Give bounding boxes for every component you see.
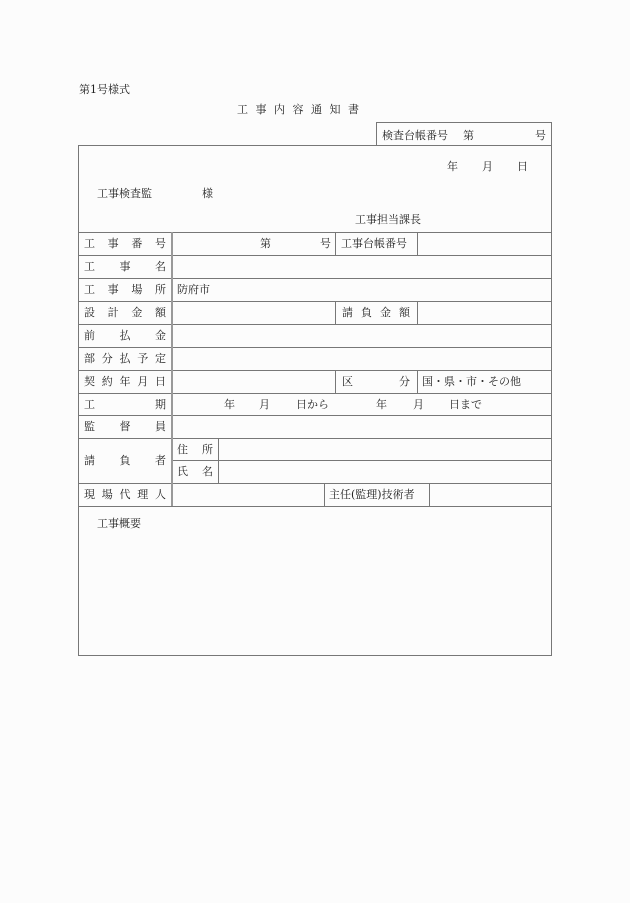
work-period-label: 工 期 (84, 398, 166, 411)
divider (335, 232, 336, 255)
contractor-address-label: 住 所 (177, 443, 213, 456)
summary-field[interactable] (97, 533, 537, 648)
summary-label: 工事概要 (97, 517, 141, 530)
supervisor-field[interactable] (177, 415, 549, 438)
date-day: 日 (517, 160, 528, 173)
divider (335, 370, 336, 393)
divider (429, 483, 430, 506)
divider (78, 506, 552, 507)
divider (417, 370, 418, 393)
addressee: 工事検査監 (97, 187, 152, 200)
period-to-year[interactable]: 年 (376, 398, 387, 411)
partial-payment-field[interactable] (177, 347, 549, 370)
work-name-label: 工 事 名 (84, 260, 166, 273)
work-location-label: 工 事 場 所 (84, 283, 166, 296)
supervisor-label: 監 督 員 (84, 420, 166, 433)
partial-payment-label: 部 分 払 予 定 (84, 352, 166, 365)
ledger-prefix: 第 (463, 129, 474, 142)
advance-payment-field[interactable] (177, 324, 549, 347)
work-number-label: 工 事 番 号 (84, 237, 166, 250)
category-options[interactable]: 国・県・市・その他 (422, 375, 521, 388)
sender: 工事担当課長 (355, 213, 421, 226)
work-number-suffix: 号 (320, 237, 331, 250)
site-agent-field[interactable] (177, 483, 321, 506)
page-title: 工 事 内 容 通 知 書 (237, 103, 359, 116)
contract-date-label: 契 約 年 月 日 (84, 375, 166, 388)
design-amount-field[interactable] (177, 301, 332, 324)
contractor-label: 請 負 者 (84, 454, 166, 467)
work-location-field[interactable]: 防府市 (177, 283, 210, 296)
divider (324, 483, 325, 506)
chief-engineer-label: 主任(監理)技術者 (329, 488, 415, 501)
form-number: 第1号様式 (79, 83, 130, 96)
design-amount-label: 設 計 金 額 (84, 306, 166, 319)
site-agent-label: 現 場 代 理 人 (84, 488, 166, 501)
ledger-label: 検査台帳番号 (382, 129, 448, 142)
period-to-month[interactable]: 月 (413, 398, 424, 411)
work-ledger-number-field[interactable] (419, 232, 550, 255)
contract-date-field[interactable] (177, 370, 332, 393)
divider (218, 438, 219, 483)
period-from-day[interactable]: 日から (296, 398, 329, 411)
contract-amount-label: 請 負 金 額 (342, 306, 410, 319)
period-from-month[interactable]: 月 (259, 398, 270, 411)
divider (335, 301, 336, 324)
period-from-year[interactable]: 年 (224, 398, 235, 411)
divider (417, 301, 418, 324)
divider (417, 232, 418, 255)
ledger-number-box (376, 122, 552, 146)
contractor-name-field[interactable] (224, 460, 549, 483)
contract-amount-field[interactable] (419, 301, 550, 324)
period-to-day[interactable]: 日まで (449, 398, 482, 411)
category-label: 区 分 (342, 375, 410, 388)
chief-engineer-field[interactable] (433, 483, 549, 506)
honorific: 様 (202, 187, 213, 200)
ledger-suffix: 号 (535, 129, 546, 142)
work-number-prefix: 第 (260, 237, 271, 250)
work-ledger-number-label: 工事台帳番号 (341, 237, 407, 250)
advance-payment-label: 前 払 金 (84, 329, 166, 342)
contractor-address-field[interactable] (224, 438, 549, 461)
label-column-divider (171, 232, 173, 506)
date-month: 月 (482, 160, 493, 173)
work-name-field[interactable] (177, 255, 549, 278)
contractor-name-label: 氏 名 (177, 465, 213, 478)
date-year: 年 (447, 160, 458, 173)
